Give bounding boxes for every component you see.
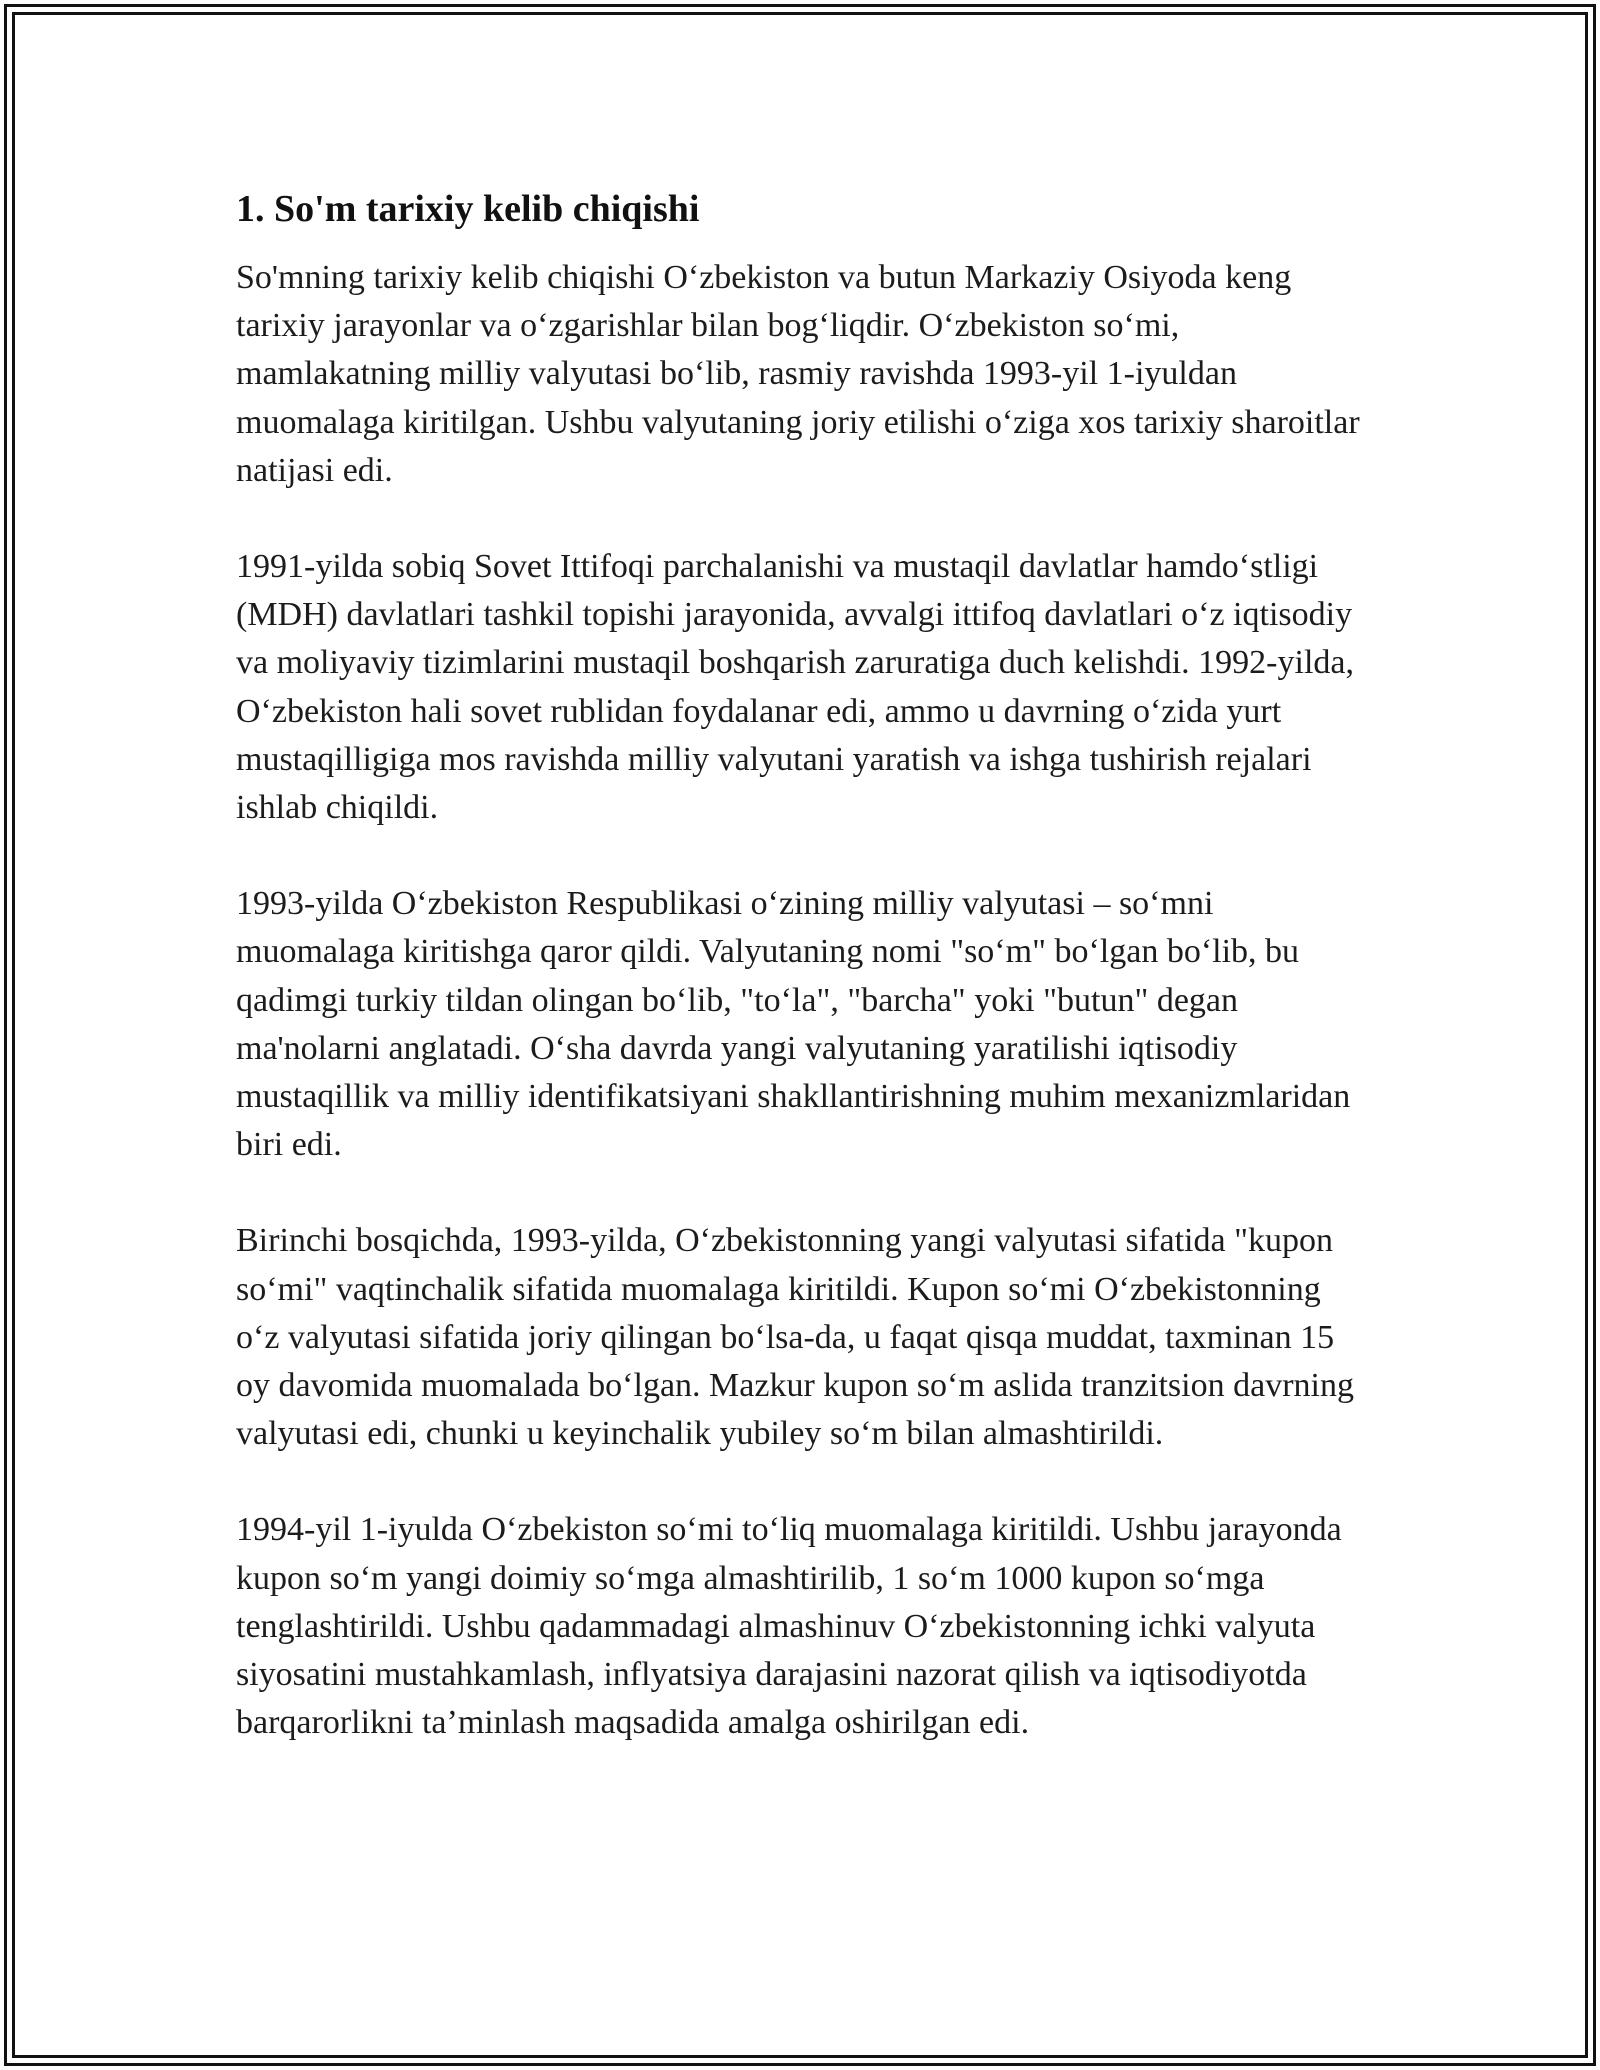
paragraph-2: 1991-yilda sobiq Sovet Ittifoqi parchalanishi va mustaqil davlatlar hamdo‘stligi (MDH) davlatlari tashkil topishi jarayonida, avvalgi ittifoq davlatlari o‘z iqtisodiy va moliyaviy tizimlarini mustaqil boshqarish zaruratiga duch kelishdi. 1992-yilda, O‘zbekiston hali sovet rublidan foydalanar edi, ammo u davrning o‘zida yurt mustaqilligiga mos ravishda milliy valyutani yaratish va ishga tushirish rejalari ishlab chiqildi. xyxy=(236,548,1354,827)
paragraph-4: Birinchi bosqichda, 1993-yilda, O‘zbekistonning yangi valyutasi sifatida "kupon so‘mi" vaqtinchalik sifatida muomalaga kiritildi. Kupon so‘mi O‘zbekistonning o‘z valyutasi sifatida joriy qilingan bo‘lsa-da, u faqat qisqa muddat, taxminan 15 oy davomida muomalada bo‘lgan. Mazkur kupon so‘m aslida tranzitsion davrning valyutasi edi, chunki u keyinchalik yubiley so‘m bilan almashtirildi. xyxy=(236,1222,1354,1453)
paragraph-5: 1994-yil 1-iyulda O‘zbekiston so‘mi to‘liq muomalaga kiritildi. Ushbu jarayonda kupon so‘m yangi doimiy so‘mga almashtirilib, 1 so‘m 1000 kupon so‘mga tenglashtirildi. Ushbu qadammadagi almashinuv O‘zbekistonning ichki valyuta siyosatini mustahkamlash, inflyatsiya darajasini nazorat qilish va iqtisodiyotda barqarorlikni ta’minlash maqsadida amalga oshirilgan edi. xyxy=(236,1511,1342,1742)
document-body xyxy=(236,186,1366,1795)
section-heading: 1. So'm tarixiy kelib chiqishi xyxy=(236,188,700,230)
paragraph-3: 1993-yilda O‘zbekiston Respublikasi o‘zining milliy valyutasi – so‘mni muomalaga kiritishga qaror qildi. Valyutaning nomi "so‘m" bo‘lgan bo‘lib, bu qadimgi turkiy tildan olingan bo‘lib, "to‘la", "barcha" yoki "butun" degan ma'nolarni anglatadi. O‘sha davrda yangi valyutaning yaratilishi iqtisodiy mustaqillik va milliy identifikatsiyani shakllantirishning muhim mexanizmlaridan biri edi. xyxy=(236,885,1351,1164)
paragraph-1: So'mning tarixiy kelib chiqishi O‘zbekiston va butun Markaziy Osiyoda keng tarixiy jarayonlar va o‘zgarishlar bilan bog‘liqdir. O‘zbekiston so‘mi, mamlakatning milliy valyutasi bo‘lib, rasmiy ravishda 1993-yil 1-iyuldan muomalaga kiritilgan. Ushbu valyutaning joriy etilishi o‘ziga xos tarixiy sharoitlar natijasi edi. xyxy=(236,259,1360,489)
